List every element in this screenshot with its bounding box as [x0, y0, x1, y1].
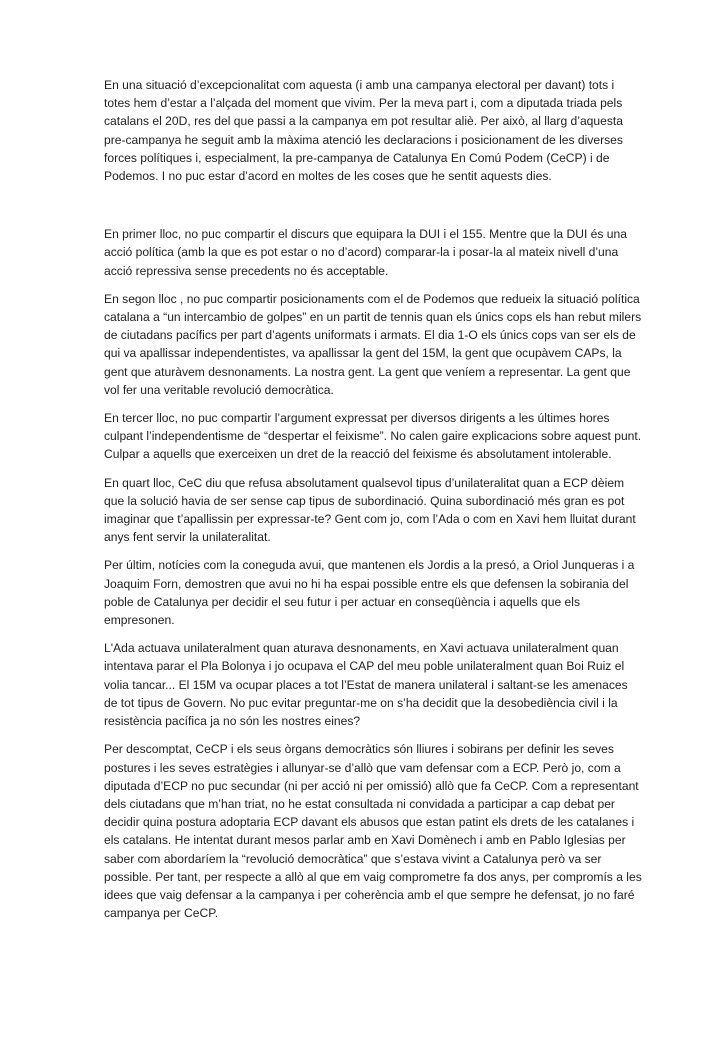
- paragraph-last-point: Per últim, notícies com la coneguda avui, que mantenen els Jordis a la presó, a Oriol Junqueras i a Joaquim Forn, demostren que avui no hi ha espai possible entre els que defensen la sobirania del poble de Catalunya per decidir el seu futur i per actuar en conseqüència i aquells que els empresonen.: [104, 558, 635, 628]
- paragraph-second-point: En segon lloc , no puc compartir posicionaments com el de Podemos que redueix la situació política catalana a “un intercambio de golpes” en un partit de tennis quan els únics cops els han rebut milers de ciutadans pacífics per part d’agents uniformats i armats. El dia 1-O els únics cops van ser els de qui va apallissar independentistes, va apallissar la gent del 15M, la gent que ocupàvem CAPs, la gent que aturàvem desnonaments. La nostra gent. La gent que veníem a representar. La gent que vol fer una veritable revolució democràtica.: [104, 291, 642, 397]
- paragraph-fourth-point: En quart lloc, CeC diu que refusa absolutament qualsevol tipus d’unilateralitat quan a ECP dèiem que la solució havia de ser sense cap tipus de subordinació. Quina subordinació més gran es pot imaginar que t’apallissin per expressar-te? Gent com jo, com l’Ada o com en Xavi hem lluitat durant anys fent servir la unilateralitat.: [104, 475, 636, 545]
- paragraph-intro: En una situació d’excepcionalitat com aquesta (i amb una campanya electoral per davant) tots i totes hem d’estar a l’alçada del moment que vivim. Per la meva part i, com a diputada triada pels catalans el 20D, res del que passi a la campanya em pot resultar aliè. Per això, al llarg d’aquesta pre-campanya he seguit amb la màxima atenció les declaracions i posicionament de les diverses forces polítiques i, especialment, la pre-campanya de Catalunya En Comú Podem (CeCP) i de Podemos. I no puc estar d’acord en moltes de les coses que he sentit aquests dies.: [104, 78, 623, 184]
- paragraph-third-point: En tercer lloc, no puc compartir l’argument expressat per diversos dirigents a les últimes hores culpant l’independentisme de “despertar el feixisme”. No calen gaire explicacions sobre aquest punt. Culpar a aquells que exerceixen un dret de la reacció del feixisme és absolutament intolerable.: [104, 411, 642, 462]
- paragraph-unilateral-actions: L'Ada actuava unilateralment quan aturava desnonaments, en Xavi actuava unilateralment quan intentava parar el Pla Bolonya i jo ocupava el CAP del meu poble unilateralment quan Boi Ruiz el volia tancar... El 15M va ocupar places a tot l’Estat de manera unilateral i saltant-se les amenaces de tot tipus de Govern. No puc evitar preguntar-me on s’ha decidit que la desobediència civil i la resistència pacífica ja no són les nostres eines?: [104, 641, 628, 729]
- document-body: [104, 76, 642, 932]
- paragraph-conclusion: Per descomptat, CeCP i els seus òrgans democràtics són lliures i sobirans per definir les seves postures i les seves estratègies i allunyar-se d’allò que vam defensar com a ECP. Però jo, com a diputada d’ECP no puc secundar (ni per acció ni per omissió) allò que fa CeCP. Com a representant dels ciutadans que m’han triat, no he estat consultada ni convidada a participar a cap debat per decidir quina postura adoptaria ECP davant els abusos que estan patint els drets de les catalanes i els catalans. He intentat durant mesos parlar amb en Xavi Domènech i amb en Pablo Iglesias per saber com abordaríem la “revolució democràtica” que s’estava vivint a Catalunya però va ser possible. Per tant, per respecte a allò al que em vaig comprometre fa dos anys, per compromís a les idees que vaig defensar a la campanya i per coherència amb el que sempre he defensat, jo no faré campanya per CeCP.: [104, 742, 642, 921]
- paragraph-first-point: En primer lloc, no puc compartir el discurs que equipara la DUI i el 155. Mentre que la DUI és una acció política (amb la que es pot estar o no d’acord) comparar-la i posar-la al mateix nivell d’una acció repressiva sense precedents no és acceptable.: [104, 227, 627, 278]
